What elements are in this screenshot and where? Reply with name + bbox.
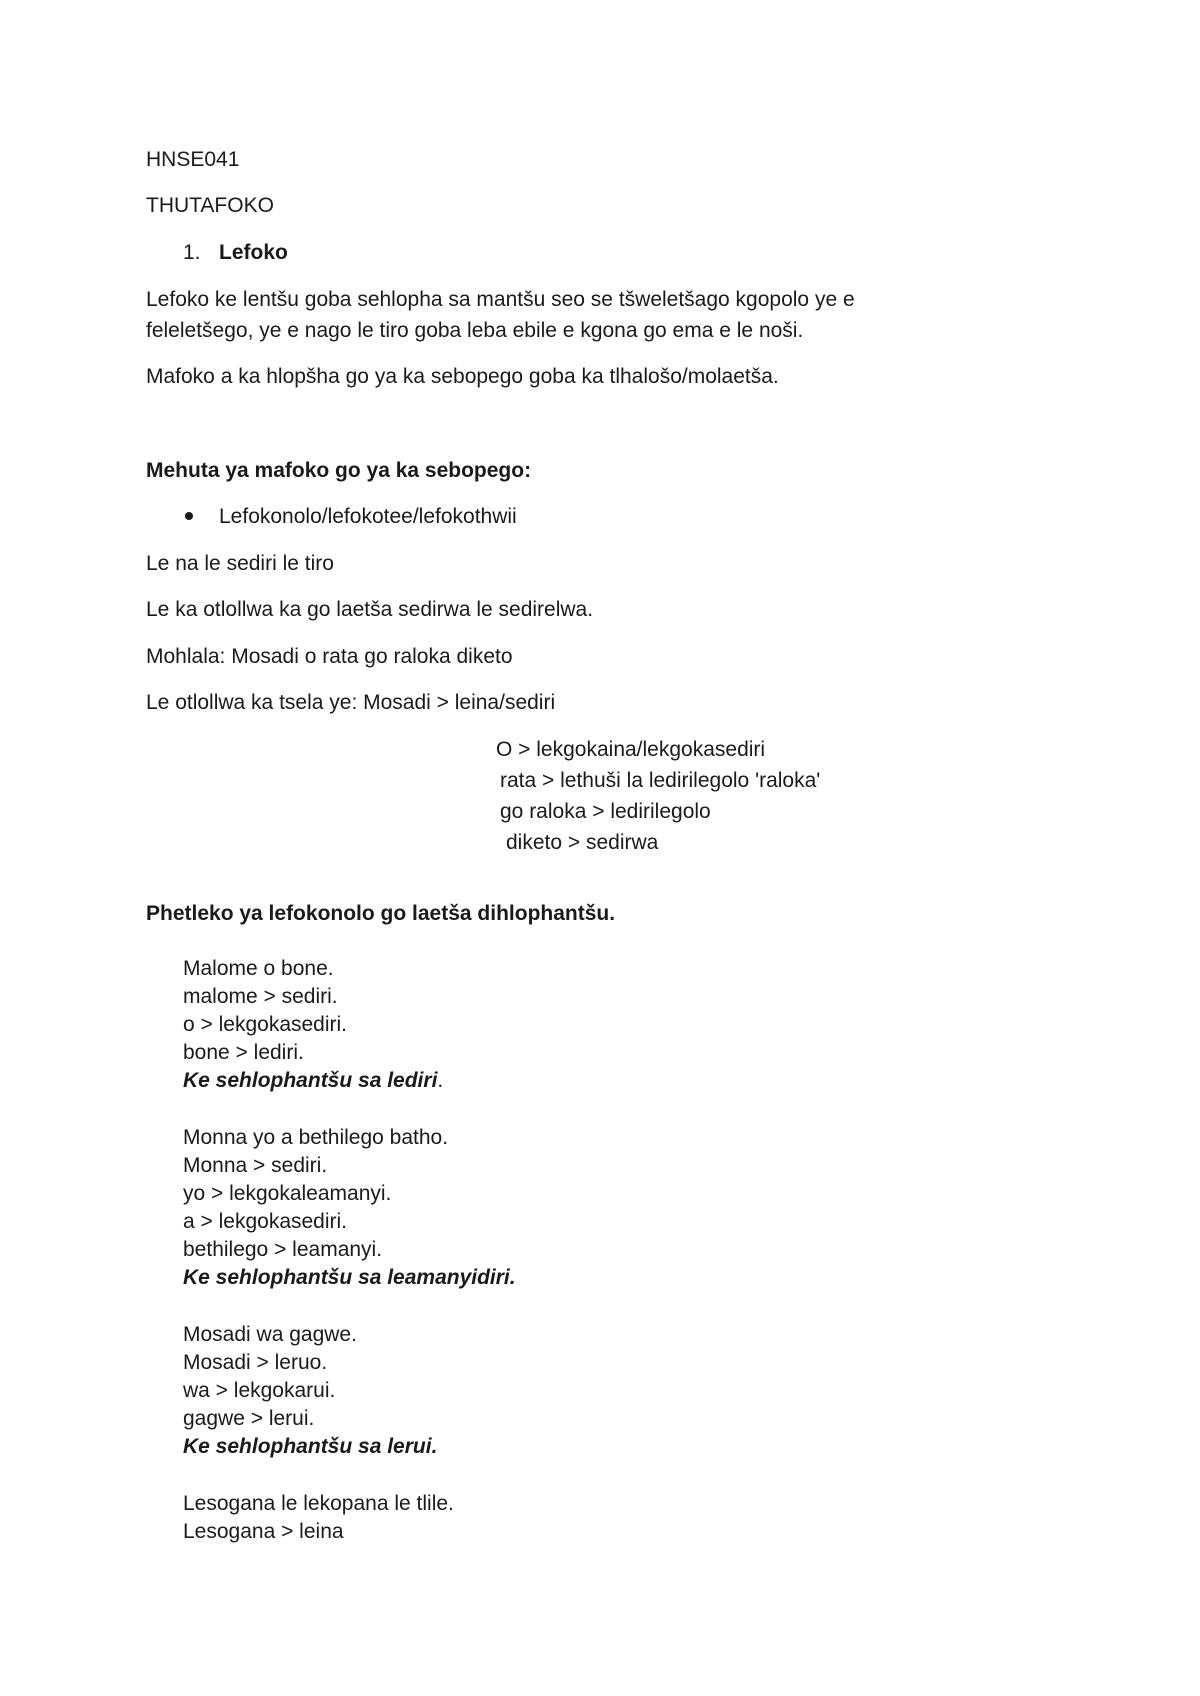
example-conclusion: Ke sehlophantšu sa leamanyidiri. bbox=[183, 1266, 516, 1289]
bullet-icon bbox=[185, 512, 193, 520]
analysis-intro: Le otlollwa ka tsela ye: Mosadi > leina/sediri bbox=[146, 691, 556, 714]
analysis-item: diketo > sedirwa bbox=[506, 831, 659, 854]
example-line: a > lekgokasediri. bbox=[183, 1210, 348, 1233]
analysis-item: go raloka > ledirilegolo bbox=[500, 800, 711, 823]
bullet-item: Lefokonolo/lefokotee/lefokothwii bbox=[219, 505, 517, 528]
types-heading: Mehuta ya mafoko go ya ka sebopego: bbox=[146, 459, 532, 482]
analysis-item: rata > lethuši la ledirilegolo 'raloka' bbox=[500, 769, 821, 792]
section-title: Lefoko bbox=[219, 241, 288, 264]
example-line: Lesogana > leina bbox=[183, 1520, 344, 1543]
analysis-item: O > lekgokaina/lekgokasediri bbox=[496, 738, 766, 761]
example-line: Monna yo a bethilego batho. bbox=[183, 1126, 449, 1149]
example-line: Monna > sediri. bbox=[183, 1154, 328, 1177]
example-line: Malome o bone. bbox=[183, 957, 334, 980]
example-line: gagwe > lerui. bbox=[183, 1407, 315, 1430]
example-line: bone > lediri. bbox=[183, 1041, 304, 1064]
example-line: malome > sediri. bbox=[183, 985, 338, 1008]
subject-title: THUTAFOKO bbox=[146, 194, 274, 217]
example-line: Mosadi > leruo. bbox=[183, 1351, 328, 1374]
section-number: 1. bbox=[183, 241, 201, 264]
definition-line-1: Lefoko ke lentšu goba sehlopha sa mantšu seo se tšweletšago kgopolo ye e bbox=[146, 288, 855, 311]
definition-line-2: feleletšego, ye e nago le tiro goba leba ebile e kgona go ema e le noši. bbox=[146, 319, 804, 342]
example-line: Lesogana le lekopana le tlile. bbox=[183, 1492, 454, 1515]
course-code: HNSE041 bbox=[146, 148, 240, 171]
example-line: Mosadi wa gagwe. bbox=[183, 1323, 357, 1346]
example-line: o > lekgokasediri. bbox=[183, 1013, 348, 1036]
conclusion-end: . bbox=[437, 1069, 444, 1092]
phrases-heading: Phetleko ya lefokonolo go laetša dihlophantšu. bbox=[146, 902, 616, 925]
example-conclusion: Ke sehlophantšu sa lerui. bbox=[183, 1435, 438, 1458]
conclusion-main: Ke sehlophantšu sa lediri bbox=[183, 1069, 438, 1092]
example-conclusion bbox=[183, 1067, 443, 1095]
type-description-2: Le ka otlollwa ka go laetša sedirwa le sedirelwa. bbox=[146, 598, 594, 621]
example-line: bethilego > leamanyi. bbox=[183, 1238, 383, 1261]
example-line: yo > lekgokaleamanyi. bbox=[183, 1182, 392, 1205]
example-sentence: Mohlala: Mosadi o rata go raloka diketo bbox=[146, 645, 513, 668]
example-line: wa > lekgokarui. bbox=[183, 1379, 336, 1402]
classification-text: Mafoko a ka hlopšha go ya ka sebopego goba ka tlhalošo/molaetša. bbox=[146, 365, 779, 388]
type-description-1: Le na le sediri le tiro bbox=[146, 552, 334, 575]
